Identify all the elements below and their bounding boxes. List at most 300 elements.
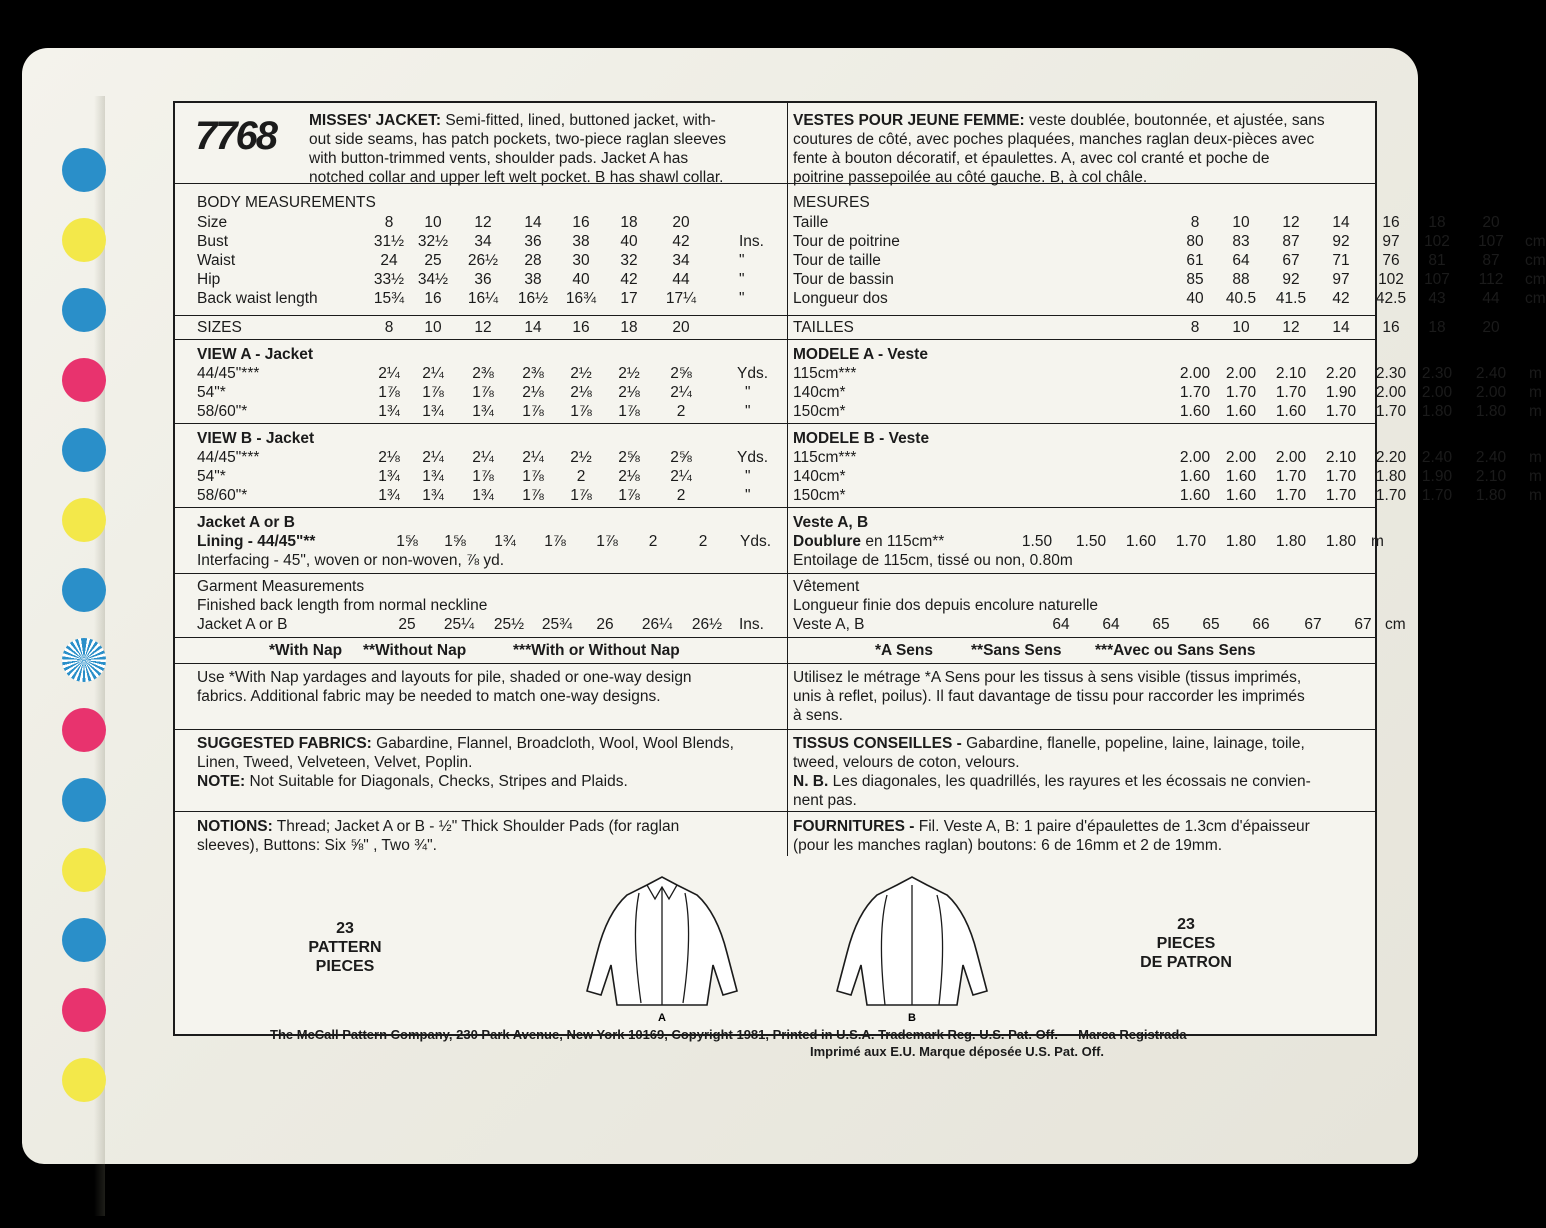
yardage-value: 1⅞ — [522, 468, 544, 485]
yardage-value: 1⅞ — [472, 468, 494, 485]
yardage-value: 2⅛ — [522, 384, 544, 401]
lining-value: 1.80 — [1325, 533, 1357, 550]
yardage-unit: Yds. — [737, 365, 769, 382]
notions-line: sleeves), Buttons: Six ⅝" , Two ¾". — [197, 837, 437, 854]
sizes-section — [787, 315, 1500, 340]
yardage-value: 1.60 — [1225, 487, 1257, 504]
yardage-value: 1.70 — [1275, 468, 1307, 485]
measurement-value: 12 — [474, 214, 492, 231]
measurement-unit: Ins. — [739, 233, 764, 250]
yardage-value: 2⅝ — [670, 449, 692, 466]
measurement-value: 20 — [672, 214, 690, 231]
measurement-value: 8 — [1190, 214, 1200, 231]
yardage-unit: m — [1529, 468, 1542, 485]
size-value: 12 — [1282, 319, 1300, 336]
view-a-section — [787, 339, 1542, 424]
publisher-footer — [270, 1026, 1270, 1060]
size-value: 12 — [474, 319, 492, 336]
measurement-value: 10 — [1232, 214, 1250, 231]
measurement-value: 76 — [1382, 252, 1400, 269]
body-measurements-section — [175, 183, 787, 316]
lining-value: 1.50 — [1075, 533, 1107, 550]
yardage-label: 44/45"*** — [197, 449, 260, 466]
yardage-value: 2.00 — [1225, 365, 1257, 382]
nap-legend-item: *A Sens — [875, 642, 934, 659]
yardage-value: 1⅞ — [522, 403, 544, 420]
description-title: MISSES' JACKET: — [309, 112, 442, 129]
measurement-value: 20 — [1482, 214, 1500, 231]
pieces-line: PIECES — [1156, 935, 1216, 952]
measurement-unit: " — [739, 290, 745, 307]
measurement-label: Waist — [197, 252, 236, 269]
pieces-line: 23 — [1177, 916, 1195, 933]
fabrics-line: Linen, Tweed, Velveteen, Velvet, Poplin. — [197, 754, 473, 771]
nap-legend-item: ***Avec ou Sans Sens — [1095, 642, 1256, 659]
measurement-value: 17 — [620, 290, 638, 307]
yardage-label: 140cm* — [793, 468, 846, 485]
measurement-label: Tour de taille — [793, 252, 881, 269]
size-value: 16 — [572, 319, 590, 336]
description-line: out side seams, has patch pockets, two-piece raglan sleeves — [309, 131, 727, 148]
body-measurements-title: BODY MEASUREMENTS — [197, 194, 376, 211]
yardage-value: 2¼ — [422, 365, 444, 382]
measurement-value: 26½ — [467, 252, 499, 269]
dot-yellow-icon — [62, 848, 106, 892]
yardage-value: 1.70 — [1325, 468, 1357, 485]
lining-value: 1⅞ — [544, 533, 566, 550]
yardage-value: 2¼ — [670, 468, 692, 485]
size-value: 18 — [620, 319, 638, 336]
yardage-value: 1¾ — [378, 403, 400, 420]
view-a-section — [175, 339, 787, 424]
yardage-value: 2.00 — [1375, 384, 1407, 401]
size-value: 14 — [1332, 319, 1350, 336]
measurement-value: 8 — [384, 214, 394, 231]
measurement-value: 10 — [424, 214, 442, 231]
yardage-value: 2⅛ — [618, 384, 640, 401]
footer-line-2: Imprimé aux E.U. Marque déposée U.S. Pat. Off. — [810, 1044, 1105, 1059]
dot-blue-icon — [62, 918, 106, 962]
yardage-unit: m — [1529, 365, 1542, 382]
measurement-value: 102 — [1424, 233, 1450, 250]
yardage-value: 2.40 — [1421, 449, 1453, 466]
yardage-value: 2 — [576, 468, 586, 485]
pattern-pieces-count — [285, 919, 405, 976]
yardage-value: 1⅞ — [378, 384, 400, 401]
lining-unit: Yds. — [740, 533, 772, 550]
body-measurements-title: MESURES — [793, 194, 870, 211]
nap-usage-line: fabrics. Additional fabric may be needed to match one-way designs. — [197, 688, 661, 705]
yardage-value: 1⅞ — [422, 384, 444, 401]
measurement-label: Tour de poitrine — [793, 233, 900, 250]
lining-label: Lining - 44/45"** — [197, 533, 316, 550]
yardage-value: 1.80 — [1421, 403, 1453, 420]
garment-value: 64 — [1102, 616, 1120, 633]
measurement-value: 42 — [672, 233, 690, 250]
garment-value: 66 — [1252, 616, 1270, 633]
yardage-value: 1.60 — [1225, 468, 1257, 485]
yardage-label: 58/60"* — [197, 403, 248, 420]
yardage-value: 1.60 — [1179, 487, 1211, 504]
dot-blue-icon — [62, 428, 106, 472]
measurement-value: 18 — [1428, 214, 1446, 231]
measurement-value: 16¼ — [467, 290, 499, 307]
measurement-value: 107 — [1478, 233, 1504, 250]
measurement-value: 107 — [1424, 271, 1450, 288]
sizes-label: TAILLES — [793, 319, 854, 336]
yardage-value: 1¾ — [422, 468, 444, 485]
garment-value: 67 — [1304, 616, 1322, 633]
measurement-unit: cm — [1525, 271, 1546, 288]
yardage-value: 1¾ — [378, 468, 400, 485]
size-value: 18 — [1428, 319, 1446, 336]
measurement-value: 16½ — [517, 290, 549, 307]
measurement-value: 18 — [620, 214, 638, 231]
nap-legend-item: **Sans Sens — [971, 642, 1062, 659]
yardage-value: 2½ — [618, 365, 640, 382]
garment-value: 65 — [1152, 616, 1170, 633]
yardage-value: 1.70 — [1225, 384, 1257, 401]
garment-value: 65 — [1202, 616, 1220, 633]
description-line: with button-trimmed vents, shoulder pads. Jacket A has — [309, 150, 689, 167]
description-line: coutures de côté, avec poches plaquées, manches raglan deux-pièces avec — [793, 131, 1315, 148]
french-pattern-pieces-count — [1121, 915, 1251, 972]
view-title: VIEW A - Jacket — [197, 346, 314, 363]
garment-value: 25½ — [493, 616, 525, 633]
measurement-value: 87 — [1282, 233, 1300, 250]
yardage-value: 2.00 — [1179, 449, 1211, 466]
measurement-value: 40.5 — [1225, 290, 1257, 307]
yardage-value: 2.20 — [1375, 449, 1407, 466]
yardage-label: 150cm* — [793, 487, 846, 504]
yardage-label: 44/45"*** — [197, 365, 260, 382]
description-line: fente à bouton décoratif, et épaulettes. A, avec col cranté et poche de — [793, 150, 1270, 167]
measurement-value: 43 — [1428, 290, 1446, 307]
yardage-value: 2¼ — [378, 365, 400, 382]
measurement-value: 88 — [1232, 271, 1250, 288]
measurement-value: 42 — [1332, 290, 1350, 307]
measurement-value: 40 — [572, 271, 590, 288]
description-line: notched collar and upper left welt pocket. B has shawl collar. — [309, 169, 724, 186]
measurement-value: 41.5 — [1275, 290, 1307, 307]
description-line: VESTES POUR JEUNE FEMME: veste doublée, boutonnée, et ajustée, sans — [793, 112, 1325, 129]
pieces-and-views — [175, 873, 1375, 1034]
garment-value: 25¼ — [443, 616, 475, 633]
garment-value: 25 — [398, 616, 416, 633]
lining-value: 1.70 — [1175, 533, 1207, 550]
pieces-line: DE PATRON — [1140, 954, 1232, 971]
yardage-unit: " — [745, 468, 751, 485]
yardage-unit: m — [1529, 487, 1542, 504]
measurement-value: 44 — [672, 271, 690, 288]
dot-yellow-icon — [62, 498, 106, 542]
note-line: N. B. Les diagonales, les quadrillés, les rayures et les écossais ne convien- — [793, 773, 1311, 790]
garment-title: Garment Measurements — [197, 578, 365, 595]
yardage-value: 1.60 — [1179, 468, 1211, 485]
nap-legend-section — [787, 637, 1375, 664]
garment-value: 25¾ — [541, 616, 573, 633]
description-section — [787, 103, 1375, 184]
notions-section — [175, 811, 787, 859]
yardage-value: 1¾ — [422, 403, 444, 420]
measurement-value: 15¾ — [373, 290, 405, 307]
garment-value: 26½ — [691, 616, 723, 633]
measurement-value: 34 — [672, 252, 690, 269]
yardage-value: 1.70 — [1275, 384, 1307, 401]
notions-heading: FOURNITURES - — [793, 818, 915, 835]
measurement-value: 31½ — [373, 233, 405, 250]
yardage-value: 1.70 — [1375, 487, 1407, 504]
garment-value: 64 — [1052, 616, 1070, 633]
lining-value: 1.80 — [1225, 533, 1257, 550]
yardage-value: 2⅛ — [378, 449, 400, 466]
yardage-value: 1.70 — [1179, 384, 1211, 401]
yardage-value: 1⅞ — [522, 487, 544, 504]
measurement-label: Longueur dos — [793, 290, 888, 307]
yardage-value: 1.90 — [1325, 384, 1357, 401]
pattern-number: 7768 — [195, 114, 276, 158]
yardage-value: 1¾ — [422, 487, 444, 504]
yardage-value: 1.70 — [1375, 403, 1407, 420]
lining-title: Jacket A or B — [197, 514, 295, 531]
yardage-value: 2¼ — [472, 449, 494, 466]
measurement-label: Back waist length — [197, 290, 318, 307]
measurement-unit: " — [739, 271, 745, 288]
yardage-value: 1¾ — [378, 487, 400, 504]
size-value: 14 — [524, 319, 542, 336]
notions-line: NOTIONS: Thread; Jacket A or B - ½" Thick Shoulder Pads (for raglan — [197, 818, 680, 835]
lining-value: 1⅝ — [444, 533, 466, 550]
nap-legend-item: ***With or Without Nap — [513, 642, 680, 659]
measurement-value: 80 — [1186, 233, 1204, 250]
yardage-value: 2.00 — [1421, 384, 1453, 401]
pieces-line: 23 — [336, 920, 354, 937]
size-value: 8 — [384, 319, 394, 336]
measurement-value: 24 — [380, 252, 398, 269]
measurement-value: 16¾ — [565, 290, 597, 307]
interfacing-text: Interfacing - 45", woven or non-woven, ⅞ yd. — [197, 552, 505, 569]
starburst-dot-icon — [62, 638, 106, 682]
garment-unit: Ins. — [739, 616, 764, 633]
yardage-value: 2.10 — [1275, 365, 1307, 382]
measurement-value: 97 — [1332, 271, 1350, 288]
measurement-value: 34½ — [417, 271, 449, 288]
size-value: 8 — [1190, 319, 1200, 336]
dot-yellow-icon — [62, 218, 106, 262]
yardage-value: 1¾ — [472, 487, 494, 504]
measurement-value: 28 — [524, 252, 542, 269]
nap-usage-section — [787, 663, 1375, 730]
garment-label: Veste A, B — [793, 616, 865, 633]
notions-section — [787, 811, 1375, 859]
view-b-section — [787, 423, 1542, 508]
view-b-section — [175, 423, 787, 508]
nap-legend-section — [175, 637, 787, 664]
measurement-value: 87 — [1482, 252, 1500, 269]
view-title: MODELE B - Veste — [793, 430, 930, 447]
lining-value: 1.50 — [1021, 533, 1053, 550]
garment-section — [175, 573, 787, 638]
measurement-unit: cm — [1525, 252, 1546, 269]
fabrics-heading: TISSUS CONSEILLES - — [793, 735, 962, 752]
garment-unit: cm — [1385, 616, 1406, 633]
measurement-label: Bust — [197, 233, 229, 250]
view-b-jacket-icon — [827, 873, 997, 1023]
english-column — [175, 103, 788, 856]
yardage-value: 1⅞ — [618, 403, 640, 420]
yardage-value: 1.70 — [1275, 487, 1307, 504]
measurement-value: 12 — [1282, 214, 1300, 231]
measurement-value: 92 — [1332, 233, 1350, 250]
lining-section — [787, 507, 1384, 574]
yardage-value: 1.60 — [1179, 403, 1211, 420]
yardage-unit: " — [745, 487, 751, 504]
nap-usage-line: à sens. — [793, 707, 843, 724]
note-line: NOTE: Not Suitable for Diagonals, Checks, Stripes and Plaids. — [197, 773, 628, 790]
lining-value: 2 — [648, 533, 658, 550]
garment-subtitle: Longueur finie dos depuis encolure naturelle — [793, 597, 1099, 614]
lining-value: 1⅞ — [596, 533, 618, 550]
size-value: 10 — [1232, 319, 1250, 336]
garment-value: 26¼ — [641, 616, 673, 633]
measurement-label: Hip — [197, 271, 221, 288]
yardage-value: 2.40 — [1475, 449, 1507, 466]
dot-blue-icon — [62, 288, 106, 332]
size-value: 16 — [1382, 319, 1400, 336]
measurement-value: 81 — [1428, 252, 1446, 269]
fabrics-heading: SUGGESTED FABRICS: — [197, 735, 372, 752]
measurement-value: 85 — [1186, 271, 1204, 288]
yardage-unit: m — [1529, 384, 1542, 401]
yardage-label: 150cm* — [793, 403, 846, 420]
yardage-value: 1.80 — [1475, 403, 1507, 420]
measurement-value: 83 — [1232, 233, 1250, 250]
dot-pink-icon — [62, 988, 106, 1032]
yardage-value: 2¼ — [422, 449, 444, 466]
yardage-value: 2.00 — [1275, 449, 1307, 466]
size-value: 10 — [424, 319, 442, 336]
measurement-value: 38 — [572, 233, 590, 250]
measurement-unit: cm — [1525, 233, 1546, 250]
yardage-value: 1⅞ — [570, 487, 592, 504]
yardage-value: 1.70 — [1325, 487, 1357, 504]
description-line: MISSES' JACKET: Semi-fitted, lined, buttoned jacket, with- — [309, 112, 716, 129]
pieces-line: PATTERN — [308, 939, 382, 956]
yardage-unit: m — [1529, 449, 1542, 466]
measurement-unit: cm — [1525, 290, 1546, 307]
yardage-value: 1.80 — [1475, 487, 1507, 504]
yardage-value: 1.90 — [1421, 468, 1453, 485]
color-dot-strip — [50, 148, 110, 1228]
dot-pink-icon — [62, 358, 106, 402]
dot-blue-icon — [62, 568, 106, 612]
yardage-value: 2 — [676, 487, 686, 504]
measurement-unit: " — [739, 252, 745, 269]
measurement-value: 64 — [1232, 252, 1250, 269]
measurement-value: 40 — [1186, 290, 1204, 307]
yardage-value: 1¾ — [472, 403, 494, 420]
interfacing-text: Entoilage de 115cm, tissé ou non, 0.80m — [793, 552, 1073, 569]
measurement-value: 34 — [474, 233, 492, 250]
dot-blue-icon — [62, 148, 106, 192]
measurement-value: 42.5 — [1375, 290, 1407, 307]
description-line: poitrine passepoilée au côté gauche. B, à col châle. — [793, 169, 1148, 186]
note-heading: NOTE: — [197, 773, 246, 790]
body-measurements-section — [787, 183, 1546, 316]
measurement-value: 92 — [1282, 271, 1300, 288]
measurement-value: 42 — [620, 271, 638, 288]
garment-value: 67 — [1354, 616, 1372, 633]
yardage-label: 140cm* — [793, 384, 846, 401]
yardage-value: 2½ — [570, 449, 592, 466]
yardage-value: 2⅝ — [670, 365, 692, 382]
yardage-unit: Yds. — [737, 449, 769, 466]
measurement-value: 32½ — [417, 233, 449, 250]
garment-subtitle: Finished back length from normal neckline — [197, 597, 488, 614]
notions-heading: NOTIONS: — [197, 818, 273, 835]
measurement-value: 67 — [1282, 252, 1300, 269]
measurement-label: Tour de bassin — [793, 271, 894, 288]
lining-value: 1¾ — [494, 533, 516, 550]
yardage-value: 1⅞ — [570, 403, 592, 420]
lining-unit: m — [1371, 533, 1384, 550]
yardage-value: 2.30 — [1421, 365, 1453, 382]
measurement-value: 97 — [1382, 233, 1400, 250]
yardage-value: 2.00 — [1179, 365, 1211, 382]
yardage-label: 58/60"* — [197, 487, 248, 504]
lining-value: 1.60 — [1125, 533, 1157, 550]
nap-usage-line: Use *With Nap yardages and layouts for pile, shaded or one-way design — [197, 669, 692, 686]
yardage-value: 2.10 — [1325, 449, 1357, 466]
yardage-value: 2¼ — [522, 449, 544, 466]
yardage-value: 1.60 — [1275, 403, 1307, 420]
measurement-value: 17¼ — [665, 290, 697, 307]
suggested-fabrics-section — [175, 729, 787, 812]
measurement-value: 44 — [1482, 290, 1500, 307]
yardage-value: 1⅞ — [472, 384, 494, 401]
measurement-value: 32 — [620, 252, 638, 269]
dot-blue-icon — [62, 778, 106, 822]
measurement-value: 40 — [620, 233, 638, 250]
note-line: nent pas. — [793, 792, 857, 809]
yardage-value: 2½ — [570, 365, 592, 382]
yardage-value: 2.10 — [1475, 468, 1507, 485]
lining-section — [175, 507, 787, 574]
measurement-label: Size — [197, 214, 228, 231]
instruction-panel — [173, 101, 1546, 1036]
fabrics-line: tweed, velours de coton, velours. — [793, 754, 1020, 771]
note-heading: N. B. — [793, 773, 829, 790]
nap-usage-line: unis à reflet, poilus). Il faut davantage de tissu pour raccorder les imprimés — [793, 688, 1305, 705]
notions-line: FOURNITURES - Fil. Veste A, B: 1 paire d'épaulettes de 1.3cm d'épaisseur — [793, 818, 1310, 835]
yardage-label: 115cm*** — [793, 365, 857, 382]
description-section — [175, 103, 787, 184]
fabrics-line: TISSUS CONSEILLES - Gabardine, flanelle, popeline, laine, lainage, toile, — [793, 735, 1305, 752]
yardage-unit: m — [1529, 403, 1542, 420]
nap-usage-line: Utilisez le métrage *A Sens pour les tissus à sens visible (tissus imprimés, — [793, 669, 1302, 686]
nap-usage-section — [175, 663, 787, 730]
measurement-label: Taille — [793, 214, 829, 231]
yardage-label: 115cm*** — [793, 449, 857, 466]
yardage-value: 2.20 — [1325, 365, 1357, 382]
fabrics-line: SUGGESTED FABRICS: Gabardine, Flannel, Broadcloth, Wool, Wool Blends, — [197, 735, 734, 752]
yardage-value: 1.70 — [1421, 487, 1453, 504]
yardage-value: 1.70 — [1325, 403, 1357, 420]
description-title: VESTES POUR JEUNE FEMME: — [793, 112, 1025, 129]
measurement-value: 36 — [474, 271, 492, 288]
garment-section — [787, 573, 1406, 638]
measurement-value: 38 — [524, 271, 542, 288]
